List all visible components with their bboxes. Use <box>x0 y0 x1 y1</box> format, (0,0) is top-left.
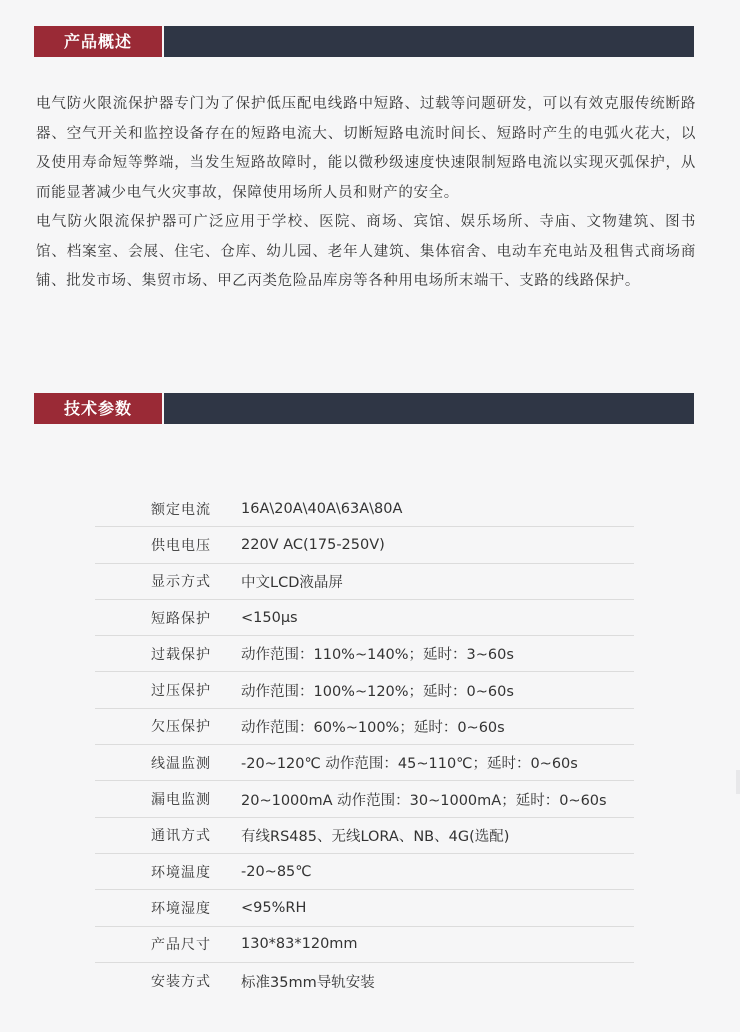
spec-label: 环境湿度 <box>151 900 211 917</box>
spec-label: 过压保护 <box>151 683 211 700</box>
spec-label: 漏电监测 <box>151 792 211 809</box>
spec-value: <150μs <box>241 609 298 626</box>
spec-value: 标准35mm导轨安装 <box>241 974 375 991</box>
spec-label: 线温监测 <box>151 755 211 772</box>
spec-table <box>95 491 634 999</box>
table-row <box>95 709 634 745</box>
spec-value: 动作范围：60%~100%；延时：0~60s <box>241 719 505 736</box>
edge-decoration <box>736 770 740 794</box>
overview-paragraph: 电气防火限流保护器专门为了保护低压配电线路中短路、过载等问题研发，可以有效克服传统断路器、空气开关和监控设备存在的短路电流大、切断短路电流时间长、短路时产生的电弧火花大，以及使用寿命短等弊端，当发生短路故障时，能以微秒级速度快速限制短路电流以实现灭弧保护，从而能显著减少电气火灾事故，保障使用场所人员和财产的安全。 <box>36 96 696 201</box>
spec-label: 额定电流 <box>151 501 211 518</box>
table-row <box>95 781 634 817</box>
spec-label: 短路保护 <box>151 610 211 627</box>
spec-value: 220V AC(175-250V) <box>241 536 385 553</box>
spec-label: 显示方式 <box>151 574 211 591</box>
table-row <box>95 963 634 999</box>
spec-value: 中文LCD液晶屏 <box>241 574 343 591</box>
spec-label: 通讯方式 <box>151 828 211 845</box>
table-row <box>95 564 634 600</box>
spec-value: 20~1000mA 动作范围：30~1000mA；延时：0~60s <box>241 792 607 809</box>
overview-paragraph: 电气防火限流保护器可广泛应用于学校、医院、商场、宾馆、娱乐场所、寺庙、文物建筑、图书馆、档案室、会展、住宅、仓库、幼儿园、老年人建筑、集体宿舍、电动车充电站及租售式商场商铺、批发市场、集贸市场、甲乙丙类危险品库房等各种用电场所末端干、支路的线路保护。 <box>36 214 696 289</box>
overview-header <box>34 26 694 57</box>
spec-label: 安装方式 <box>151 974 211 990</box>
spec-value: 动作范围：100%~120%；延时：0~60s <box>241 683 514 700</box>
spec-value: <95%RH <box>241 899 307 916</box>
header-divider <box>162 26 164 57</box>
overview-title: 产品概述 <box>34 26 162 57</box>
spec-label: 环境温度 <box>151 864 211 881</box>
spec-value: 有线RS485、无线LORA、NB、4G(选配) <box>241 828 510 845</box>
table-row <box>95 636 634 672</box>
table-row <box>95 890 634 926</box>
spec-value: 动作范围：110%~140%；延时：3~60s <box>241 647 514 664</box>
spec-label: 过载保护 <box>151 646 211 663</box>
table-row <box>95 745 634 781</box>
specs-header <box>34 393 694 424</box>
table-row <box>95 672 634 708</box>
header-divider <box>162 393 164 424</box>
spec-value: 130*83*120mm <box>241 936 358 953</box>
spec-label: 欠压保护 <box>151 719 211 736</box>
specs-title: 技术参数 <box>34 393 162 424</box>
table-row <box>95 927 634 963</box>
table-row <box>95 491 634 527</box>
table-row <box>95 600 634 636</box>
spec-label: 产品尺寸 <box>151 937 211 954</box>
spec-value: -20~85℃ <box>241 863 312 880</box>
table-row <box>95 818 634 854</box>
table-row <box>95 527 634 563</box>
spec-value: 16A\20A\40A\63A\80A <box>241 500 403 517</box>
spec-label: 供电电压 <box>151 537 211 554</box>
overview-body <box>36 90 696 297</box>
spec-value: -20~120℃ 动作范围：45~110℃；延时：0~60s <box>241 756 578 773</box>
table-row <box>95 854 634 890</box>
